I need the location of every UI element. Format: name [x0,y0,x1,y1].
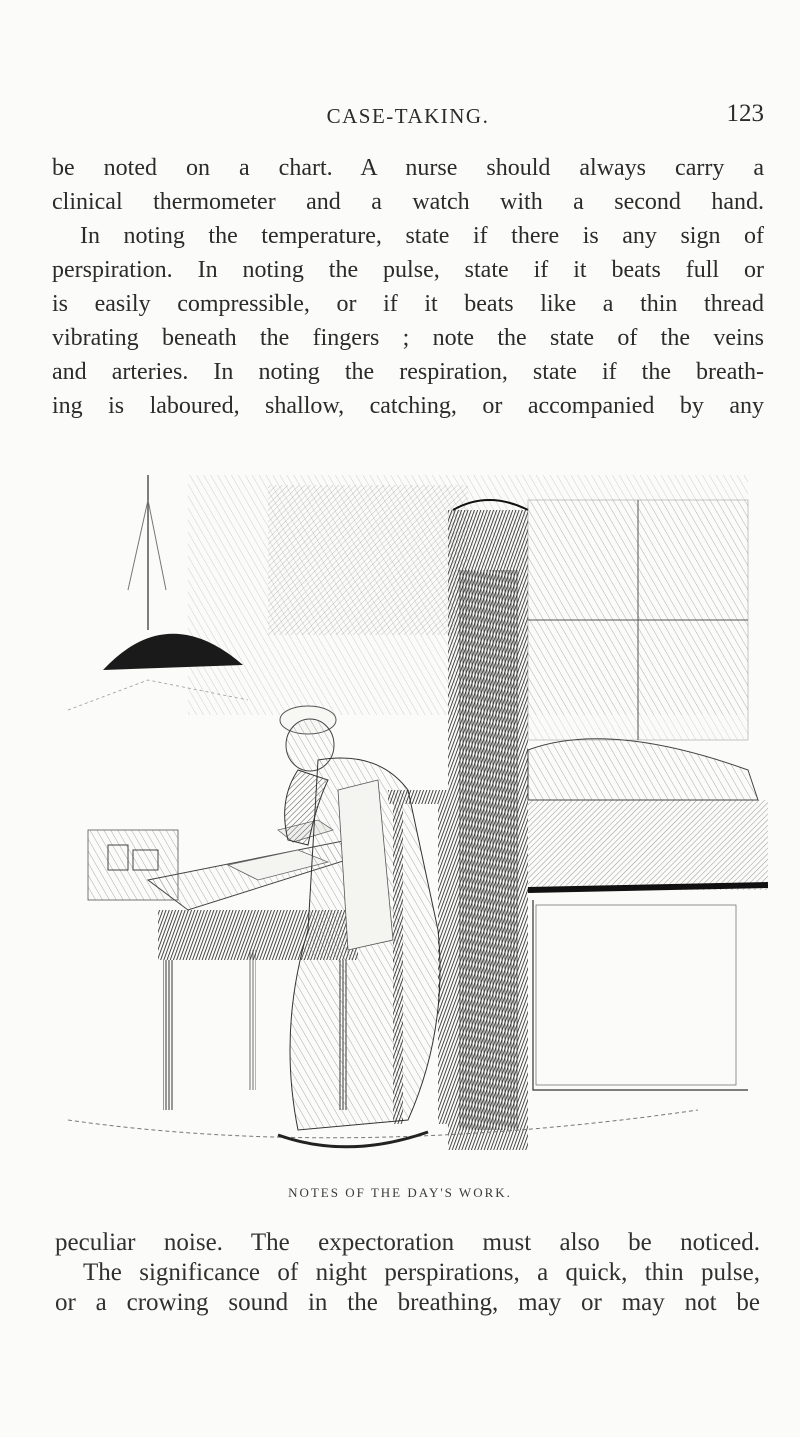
text-line: clinical thermometer and a watch with a second hand. [52,189,764,215]
illustration-caption: NOTES OF THE DAY'S WORK. [288,1185,512,1200]
page-number: 123 [726,100,764,127]
text-line: perspiration. In noting the pulse, state if it beats full or [52,257,764,283]
text-line: be noted on a chart. A nurse should always carry a [52,155,764,181]
text-line: peculiar noise. The expectoration must also be noticed. [55,1229,760,1256]
engraving-illustration [48,470,768,1165]
text-line: or a crowing sound in the breathing, may or may not be [55,1289,760,1316]
text-line: vibrating beneath the fingers ; note the state of the veins [52,325,764,351]
nurse-writing-engraving [48,470,768,1165]
text-line: and arteries. In noting the respiration, state if the breath- [52,359,764,385]
paragraph-bottom [55,1228,760,1318]
running-title: CASE-TAKING. [326,104,490,128]
text-line: ing is laboured, shallow, catching, or accompanied by any [52,393,764,419]
text-line: The significance of night perspirations, a quick, thin pulse, [83,1259,760,1286]
running-head [52,100,764,136]
text-line: In noting the temperature, state if there is any sign of [80,223,764,249]
paragraph-top [52,151,764,423]
text-line: is easily compressible, or if it beats like a thin thread [52,291,764,317]
